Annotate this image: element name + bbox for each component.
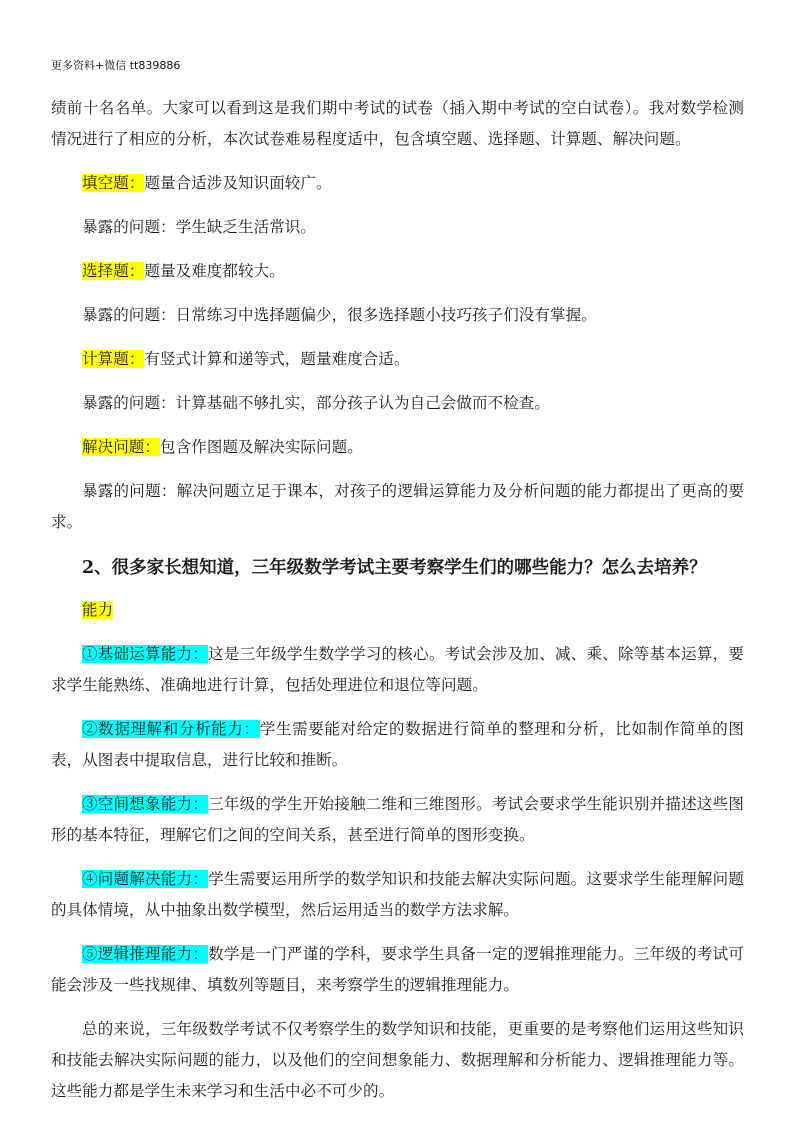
ability-item-text: 学生需要运用所学的数学知识和技能去解决实际问题。这要求学生能理解问题的具体情境，从中抽象出数学模型，然后运用适当的数学方法求解。 [51,870,744,919]
ability-item-label: ③空间想象能力： [82,795,209,813]
ability-item [51,789,744,851]
ability-item [51,939,744,1001]
choice-text: 题量及难度都较大。 [144,262,285,280]
ability-item-text: 数学是一门严谨的学科，要求学生具备一定的逻辑推理能力。三年级的考试可能会涉及一些找规律、填数列等题目，来考察学生的逻辑推理能力。 [51,945,744,994]
ability-item [51,864,744,926]
fill-blank-text: 题量合适涉及知识面较广。 [144,174,332,192]
solve-issue: 暴露的问题：解决问题立足于课本，对孩子的逻辑运算能力及分析问题的能力都提出了更高的要求。 [51,482,744,531]
fill-blank-paragraph [51,168,744,199]
fill-blank-label: 填空题： [82,174,145,192]
ability-paragraph [51,595,744,626]
ability-item-text: 三年级的学生开始接触二维和三维图形。考试会要求学生能识别并描述这些图形的基本特征，理解它们之间的空间关系，甚至进行简单的图形变换。 [51,795,744,844]
calc-issue: 暴露的问题：计算基础不够扎实，部分孩子认为自己会做而不检查。 [82,394,551,412]
solve-paragraph [51,432,744,463]
fill-blank-issue: 暴露的问题：学生缺乏生活常识。 [82,218,317,236]
solve-label: 解决问题： [82,438,161,456]
ability-item-label: ①基础运算能力： [82,645,209,663]
page-header: 更多资料+微信 tt839886 [51,59,181,72]
ability-item-label: ④问题解决能力： [82,870,209,888]
document-body [51,93,744,1120]
calc-label: 计算题： [82,350,145,368]
calc-paragraph [51,344,744,375]
ability-item-label: ②数据理解和分析能力： [82,720,260,738]
ability-item-text: 这是三年级学生数学学习的核心。考试会涉及加、减、乘、除等基本运算，要求学生能熟练、准确地进行计算，包括处理进位和退位等问题。 [51,645,744,694]
ability-item [51,639,744,701]
choice-issue: 暴露的问题：日常练习中选择题偏少，很多选择题小技巧孩子们没有掌握。 [82,306,597,324]
ability-item [51,714,744,776]
ability-item-label: ⑤逻辑推理能力： [82,945,209,963]
calc-text: 有竖式计算和递等式，题量难度合适。 [144,350,410,368]
summary-paragraph: 总的来说，三年级数学考试不仅考察学生的数学知识和技能，更重要的是考察他们运用这些知识和技能去解决实际问题的能力，以及他们的空间想象能力、数据理解和分析能力、逻辑推理能力等。这些能力都是学生未来学习和生活中必不可少的。 [51,1020,744,1100]
solve-text: 包含作图题及解决实际问题。 [160,438,363,456]
choice-paragraph [51,256,744,287]
choice-label: 选择题： [82,262,145,280]
ability-label: 能力 [82,601,114,619]
section-2-heading: 2、很多家长想知道，三年级数学考试主要考察学生们的哪些能力？怎么去培养？ [82,558,707,578]
intro-paragraph: 绩前十名名单。大家可以看到这是我们期中考试的试卷（插入期中考试的空白试卷）。我对数学检测情况进行了相应的分析，本次试卷难易程度适中，包含填空题、选择题、计算题、解决问题。 [51,99,744,148]
ability-item-text: 学生需要能对给定的数据进行简单的整理和分析，比如制作简单的图表，从图表中提取信息，进行比较和推断。 [51,720,744,769]
